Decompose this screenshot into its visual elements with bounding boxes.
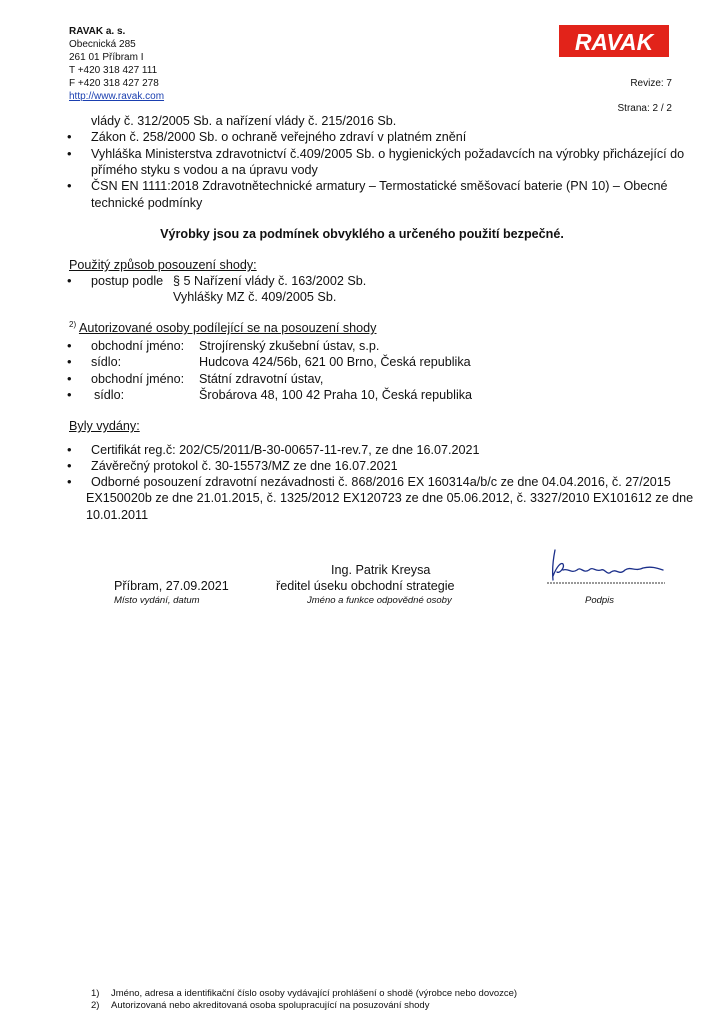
authorized-label: obchodní jméno: xyxy=(91,339,185,353)
footnote-number: 1) xyxy=(91,988,100,999)
bullet-icon: • xyxy=(67,371,72,386)
place-date: Příbram, 27.09.2021 xyxy=(114,579,229,593)
signatory-role: ředitel úseku obchodní strategie xyxy=(276,579,455,593)
assessment-ref: Vyhlášky MZ č. 409/2005 Sb. xyxy=(173,290,337,304)
authorized-value: Šrobárova 48, 100 42 Praha 10, Česká republika xyxy=(199,388,473,402)
assessment-heading: Použitý způsob posouzení shody: xyxy=(69,258,257,272)
authorized-value: Hudcova 424/56b, 621 00 Brno, Česká republika xyxy=(199,355,471,369)
issued-item: Certifikát reg.č: 202/C5/2011/B-30-00657-11-rev.7, ze dne 16.07.2021 xyxy=(91,443,480,457)
bullet-icon: • xyxy=(67,146,72,161)
signature-caption: Podpis xyxy=(585,595,615,606)
issued-item: Odborné posouzení zdravotní nezávadnosti č. 868/2016 EX 160314a/b/c ze dne 04.04.2016, č. 27/2015 xyxy=(91,475,671,489)
footnote-text: Jméno, adresa a identifikační číslo osoby vydávající prohlášení o shodě (výrobce nebo dovozce) xyxy=(111,988,518,999)
signatory-caption: Jméno a funkce odpovědné osoby xyxy=(307,595,452,606)
address-street: Obecnická 285 xyxy=(69,39,136,50)
legislation-item-cont: technické podmínky xyxy=(91,196,203,210)
legislation-item: Vyhláška Ministerstva zdravotnictví č.409/2005 Sb. o hygienických požadavcích na výrobky přicházející do xyxy=(91,147,685,161)
issued-item: Závěrečný protokol č. 30-15573/MZ ze dne 16.07.2021 xyxy=(91,459,398,473)
page-number: Strana: 2 / 2 xyxy=(617,103,672,114)
legislation-item: ČSN EN 1111:2018 Zdravotnětechnické armatury – Termostatické směšovací baterie (PN 10) – Obecné xyxy=(91,179,668,193)
address-city: 261 01 Příbram I xyxy=(69,52,144,63)
authorized-label: sídlo: xyxy=(91,355,122,369)
phone-number: T +420 318 427 111 xyxy=(69,65,158,76)
bullet-icon: • xyxy=(67,273,72,288)
bullet-icon: • xyxy=(67,387,72,402)
bullet-icon: • xyxy=(67,442,72,457)
bullet-icon: • xyxy=(67,178,72,193)
authorized-label: obchodní jméno: xyxy=(91,372,185,386)
legislation-item-cont: přímého styku s vodou a na úpravu vody xyxy=(91,163,318,177)
company-address xyxy=(69,25,164,103)
bullet-icon: • xyxy=(67,474,72,489)
bullet-icon: • xyxy=(67,129,72,144)
issued-item-cont: EX150020b ze dne 21.01.2015, č. 1325/2012 EX120723 ze dne 05.06.2012, č. 3327/2010 EX101612 ze dne xyxy=(86,491,694,505)
website-link[interactable]: http://www.ravak.com xyxy=(69,91,165,102)
authorized-value: Strojírenský zkušební ústav, s.p. xyxy=(199,339,380,353)
authorized-label: sídlo: xyxy=(94,388,125,402)
assessment-label: postup podle xyxy=(91,274,164,288)
fax-number: F +420 318 427 278 xyxy=(69,78,159,89)
authorized-heading-line xyxy=(69,320,376,337)
legislation-item: Zákon č. 258/2000 Sb. o ochraně veřejného zdraví v platném znění xyxy=(91,130,467,144)
assessment-ref: § 5 Nařízení vlády č. 163/2002 Sb. xyxy=(173,274,367,288)
bullet-icon: • xyxy=(67,354,72,369)
issued-heading: Byly vydány: xyxy=(69,419,140,433)
logo-text: RAVAK xyxy=(574,29,654,55)
safety-statement: Výrobky jsou za podmínek obvyklého a určeného použití bezpečné. xyxy=(160,227,564,241)
revision-label: Revize: 7 xyxy=(630,78,672,89)
footnote-number: 2) xyxy=(91,1000,100,1011)
bullet-icon: • xyxy=(67,338,72,353)
signatory-name: Ing. Patrik Kreysa xyxy=(331,563,431,577)
ravak-logo xyxy=(559,25,669,57)
legislation-continuation: vlády č. 312/2005 Sb. a nařízení vlády č. 215/2016 Sb. xyxy=(91,114,397,128)
authorized-heading: Autorizované osoby podílející se na posouzení shody xyxy=(78,321,377,335)
authorized-value: Státní zdravotní ústav, xyxy=(199,372,324,386)
footnote-text: Autorizovaná nebo akreditovaná osoba spolupracující na posuzování shody xyxy=(111,1000,430,1011)
place-date-caption: Místo vydání, datum xyxy=(114,595,200,606)
issued-item-cont: 10.01.2011 xyxy=(86,508,149,522)
bullet-icon: • xyxy=(67,458,72,473)
footnote-ref: 2) xyxy=(69,319,77,329)
company-name: RAVAK a. s. xyxy=(69,26,126,37)
signature-image xyxy=(547,546,667,590)
